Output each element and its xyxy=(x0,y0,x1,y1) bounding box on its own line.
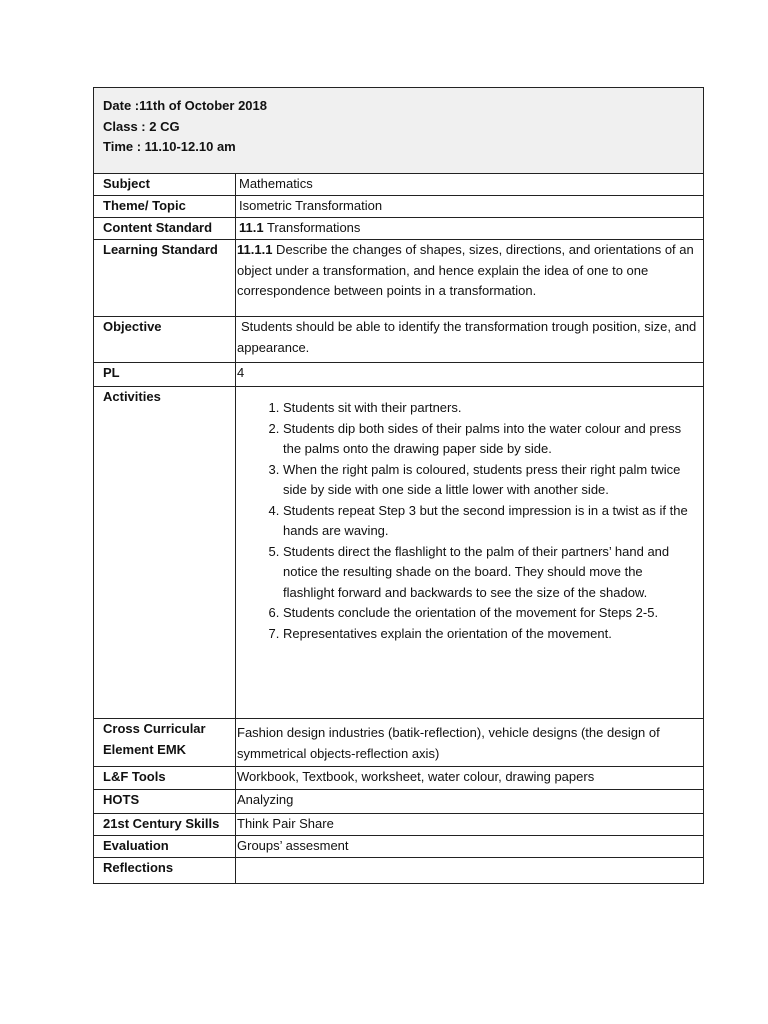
content-standard-value-cell xyxy=(236,218,704,240)
activity-item: 3. When the right palm is coloured, students press their right palm twice side by side with one side a little lower with another side. xyxy=(283,460,689,501)
hots-value: Analyzing xyxy=(236,790,704,814)
subject-label: Subject xyxy=(94,174,236,196)
learning-standard-row xyxy=(94,240,704,317)
content-standard-value: Transformations xyxy=(263,220,361,235)
lf-tools-label: L&F Tools xyxy=(94,767,236,790)
cross-curricular-row xyxy=(94,719,704,767)
objective-value: Students should be able to identify the transformation trough position, size, and appearance. xyxy=(237,319,697,355)
content-standard-row xyxy=(94,218,704,240)
time-line: Time : 11.10-12.10 am xyxy=(103,139,236,154)
cross-curricular-value: Fashion design industries (batik-reflection), vehicle designs (the design of symmetrical objects-reflection axis) xyxy=(236,719,704,767)
theme-row xyxy=(94,196,704,218)
header-cell xyxy=(94,88,704,174)
pl-value: 4 xyxy=(236,363,704,387)
cross-curricular-label-line2: Element EMK xyxy=(103,741,187,757)
pl-row xyxy=(94,363,704,387)
learning-standard-value: Describe the changes of shapes, sizes, directions, and orientations of an object under a transformation, and hence explain the idea of one to one correspondence between points in a transformation. xyxy=(237,242,694,298)
century-skills-value: Think Pair Share xyxy=(236,814,704,836)
objective-row xyxy=(94,317,704,363)
lesson-plan-table xyxy=(93,87,704,884)
subject-value: Mathematics xyxy=(236,174,704,196)
activity-item: 6. Students conclude the orientation of the movement for Steps 2-5. xyxy=(283,603,689,624)
learning-standard-code: 11.1.1 xyxy=(237,242,273,257)
lf-tools-value: Workbook, Textbook, worksheet, water colour, drawing papers xyxy=(236,767,704,790)
reflections-label: Reflections xyxy=(94,858,236,884)
reflections-value xyxy=(236,858,704,884)
objective-value-cell xyxy=(236,317,704,363)
activities-list xyxy=(237,398,701,644)
activity-item: 5. Students direct the flashlight to the palm of their partners’ hand and notice the resulting shade on the board. They should move the flashlight forward and backwards to see the size of the shadow. xyxy=(283,542,689,604)
header-row xyxy=(94,88,704,174)
evaluation-value: Groups’ assesment xyxy=(236,836,704,858)
activity-item: 2. Students dip both sides of their palms into the water colour and press the palms onto the drawing paper side by side. xyxy=(283,419,689,460)
class-line: Class : 2 CG xyxy=(103,118,180,134)
learning-standard-label: Learning Standard xyxy=(94,240,236,317)
century-skills-row xyxy=(94,814,704,836)
activities-label: Activities xyxy=(94,387,236,719)
subject-row xyxy=(94,174,704,196)
date-line: Date :11th of October 2018 xyxy=(103,98,267,113)
activities-row xyxy=(94,387,704,719)
activity-item: 4. Students repeat Step 3 but the second impression is in a twist as if the hands are waving. xyxy=(283,501,689,542)
activity-item: 1. Students sit with their partners. xyxy=(283,398,689,419)
theme-value: Isometric Transformation xyxy=(236,196,704,218)
activity-item: 7. Representatives explain the orientation of the movement. xyxy=(283,624,689,645)
content-standard-code: 11.1 xyxy=(239,220,264,235)
century-skills-label: 21st Century Skills xyxy=(94,814,236,836)
lf-tools-row xyxy=(94,767,704,790)
learning-standard-value-cell xyxy=(236,240,704,317)
hots-label: HOTS xyxy=(94,790,236,814)
objective-label: Objective xyxy=(94,317,236,363)
hots-row xyxy=(94,790,704,814)
content-standard-label: Content Standard xyxy=(94,218,236,240)
pl-label: PL xyxy=(94,363,236,387)
theme-label: Theme/ Topic xyxy=(94,196,236,218)
cross-curricular-label-line1: Cross Curricular xyxy=(103,721,206,736)
reflections-row xyxy=(94,858,704,884)
evaluation-row xyxy=(94,836,704,858)
activities-value-cell xyxy=(236,387,704,719)
cross-curricular-label-cell xyxy=(94,719,236,767)
evaluation-label: Evaluation xyxy=(94,836,236,858)
